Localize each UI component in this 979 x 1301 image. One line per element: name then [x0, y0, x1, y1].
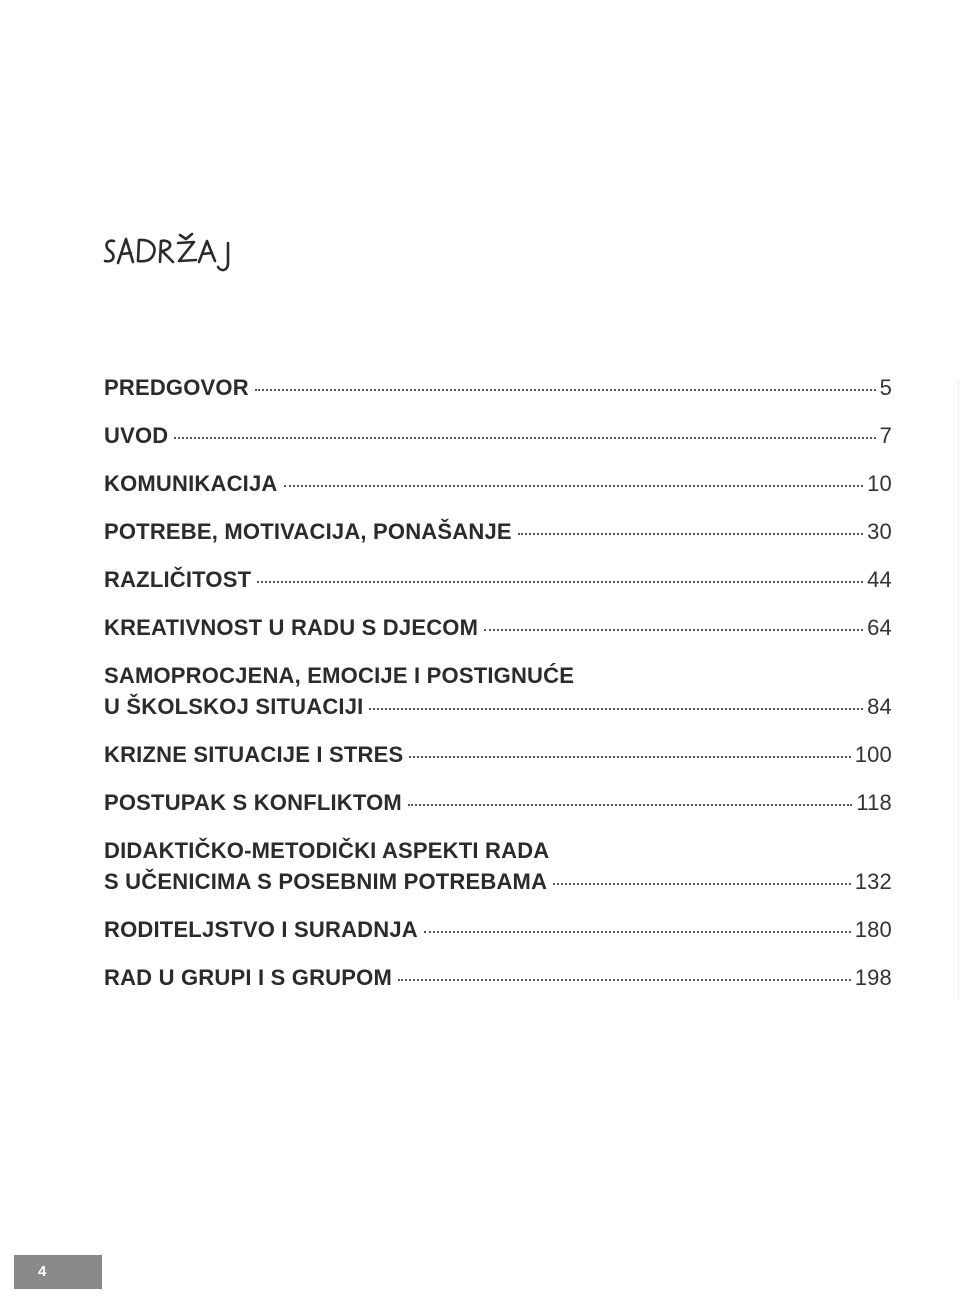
toc-entry[interactable]: [104, 468, 892, 499]
toc-entry-title: RAZLIČITOST: [104, 567, 252, 592]
toc-entry-row: [104, 468, 892, 499]
dot-leader: [255, 389, 876, 391]
toc-entry[interactable]: [104, 612, 892, 643]
toc-entry-title: KOMUNIKACIJA: [104, 471, 278, 496]
dot-leader: [257, 581, 863, 583]
toc-entry-title: RAD U GRUPI I S GRUPOM: [104, 965, 392, 990]
dot-leader: [424, 931, 851, 933]
toc-entry-row: [104, 866, 892, 897]
toc-entry-title: KRIZNE SITUACIJE I STRES: [104, 742, 404, 767]
dot-leader: [369, 708, 863, 710]
toc-entry-row: [104, 962, 892, 993]
toc-page-number: 10: [867, 471, 892, 496]
page-edge-mark: [958, 380, 961, 1000]
toc-page-number: 7: [879, 423, 892, 448]
toc-page-number: 100: [854, 742, 892, 767]
toc-page-number: 44: [867, 567, 892, 592]
toc-entry[interactable]: [104, 835, 892, 897]
dot-leader: [174, 437, 875, 439]
dot-leader: [284, 485, 864, 487]
toc-entry-title: KREATIVNOST U RADU S DJECOM: [104, 615, 479, 640]
toc-entry[interactable]: [104, 660, 892, 722]
toc-entry[interactable]: [104, 564, 892, 595]
toc-entry-title-line: DIDAKTIČKO-METODIČKI ASPEKTI RADA: [104, 838, 550, 863]
toc-entry-title: POSTUPAK S KONFLIKTOM: [104, 790, 402, 815]
handwritten-title-sadrzaj: [100, 215, 260, 275]
toc-entry-title: U ŠKOLSKOJ SITUACIJI: [104, 694, 364, 719]
toc-page-number: 64: [867, 615, 892, 640]
table-of-contents: [104, 372, 892, 993]
toc-entry[interactable]: [104, 372, 892, 403]
toc-page-number: 5: [879, 375, 892, 400]
toc-entry-title: RODITELJSTVO I SURADNJA: [104, 917, 418, 942]
page-number-box: [14, 1255, 102, 1289]
toc-entry-title: UVOD: [104, 423, 169, 448]
dot-leader: [518, 533, 863, 535]
dot-leader: [398, 979, 851, 981]
toc-page-number: 180: [854, 917, 892, 942]
toc-entry-title: POTREBE, MOTIVACIJA, PONAŠANJE: [104, 519, 512, 544]
toc-entry-row: [104, 372, 892, 403]
toc-entry[interactable]: [104, 739, 892, 770]
page-number: 4: [38, 1263, 47, 1280]
toc-entry-row: [104, 691, 892, 722]
dot-leader: [409, 756, 850, 758]
toc-page-number: 30: [867, 519, 892, 544]
toc-page-number: 198: [854, 965, 892, 990]
dot-leader: [484, 629, 863, 631]
dot-leader: [553, 883, 851, 885]
toc-entry-row: [104, 420, 892, 451]
toc-entry[interactable]: [104, 420, 892, 451]
toc-entry[interactable]: [104, 962, 892, 993]
toc-entry-row: [104, 739, 892, 770]
toc-page-number: 132: [854, 869, 892, 894]
page-title: [100, 215, 260, 275]
toc-entry[interactable]: [104, 516, 892, 547]
toc-entry-row: [104, 564, 892, 595]
toc-page-number: 84: [867, 694, 892, 719]
toc-entry-title: PREDGOVOR: [104, 375, 249, 400]
dot-leader: [408, 804, 852, 806]
toc-entry-title: S UČENICIMA S POSEBNIM POTREBAMA: [104, 869, 548, 894]
toc-entry[interactable]: [104, 787, 892, 818]
toc-entry-row: [104, 914, 892, 945]
toc-entry[interactable]: [104, 914, 892, 945]
toc-entry-row: [104, 787, 892, 818]
toc-entry-title-line: SAMOPROCJENA, EMOCIJE I POSTIGNUĆE: [104, 663, 575, 688]
toc-entry-row: [104, 516, 892, 547]
toc-entry-row: [104, 612, 892, 643]
toc-page-number: 118: [856, 790, 892, 815]
